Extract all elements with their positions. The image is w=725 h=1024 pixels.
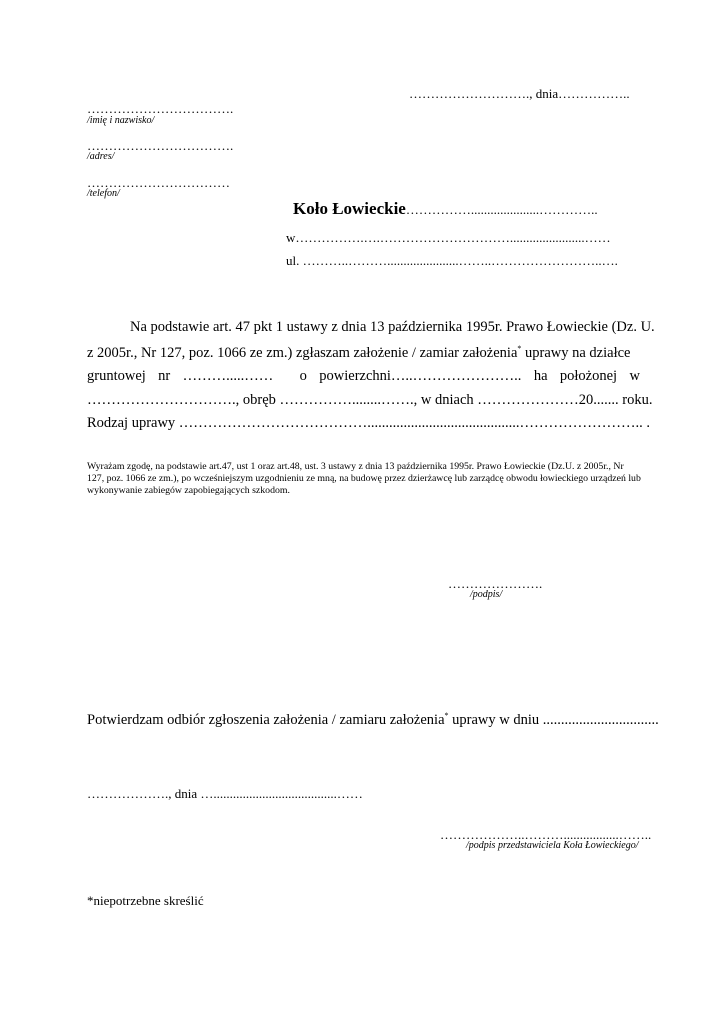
consent-line-2: 127, poz. 1066 ze zm.), po wcześniejszym uzgodnieniu ze mną, na budowę przez dzierżawcę lub zarządcę obwodu łowieckiego urządzeń lub: [87, 473, 641, 484]
addressee-title-line: [293, 199, 598, 219]
addressee-title: Koło Łowieckie: [293, 199, 406, 218]
confirmation-place-date[interactable]: ………………., dnia …......................................……: [87, 786, 363, 801]
addressee-city-field[interactable]: w…………….….………………………….......................……: [286, 230, 611, 245]
signature-label: /podpis/: [470, 589, 503, 600]
footnote: *niepotrzebne skreślić: [87, 893, 204, 908]
address-label: /adres/: [87, 151, 115, 162]
body-line-3-h: w: [629, 368, 640, 384]
body-line-1: Na podstawie art. 47 pkt 1 ustawy z dnia 13 października 1995r. Prawo Łowieckie (Dz. U.: [130, 319, 655, 335]
addressee-title-dots[interactable]: …………….....................…………..: [405, 202, 598, 217]
name-field[interactable]: …………………………….: [87, 101, 234, 116]
crop-type-line[interactable]: Rodzaj uprawy …………………………………..........................................…………………….. .: [87, 415, 651, 431]
addressee-street-field[interactable]: ul. ………..………......................……..……………………..….: [286, 253, 618, 268]
body-line-3-d: o: [299, 368, 307, 384]
phone-field[interactable]: ……………………………: [87, 175, 230, 190]
area-field[interactable]: powierzchni…..…………………..: [319, 368, 522, 384]
body-line-2-post: uprawy na działce: [521, 344, 631, 361]
confirmation-text-pre: Potwierdzam odbiór zgłoszenia założenia / zamiaru założenia: [87, 711, 445, 728]
address-field[interactable]: …………………………….: [87, 138, 234, 153]
name-label: /imię i nazwisko/: [87, 115, 155, 126]
representative-signature-field[interactable]: ………………..……….................……..: [440, 827, 652, 842]
consent-line-3: wykonywanie zabiegów zapobiegających szkodom.: [87, 485, 290, 496]
phone-label: /telefon/: [87, 188, 120, 199]
confirmation-footnote-marker: *: [444, 711, 449, 720]
body-line-3-a: gruntowej: [87, 368, 146, 384]
body-line-2: [87, 344, 631, 362]
confirmation-date-field[interactable]: uprawy w dniu ................................: [448, 711, 659, 728]
consent-line-1: Wyrażam zgodę, na podstawie art.47, ust 1 oraz art.48, ust. 3 ustawy z dnia 13 października 1995r. Prawo Łowieckie (Dz.U. z 2005r., Nr: [87, 461, 624, 472]
body-line-3-g: położonej: [559, 368, 618, 384]
body-line-3-f: ha: [533, 368, 548, 384]
signature-field[interactable]: ………………….: [448, 576, 543, 591]
body-line-4[interactable]: …………………………., obręb ……………........……., w dniach …………………20....... roku.: [87, 392, 653, 408]
representative-signature-label: /podpis przedstawiciela Koła Łowieckiego/: [466, 840, 639, 851]
footnote-marker: *: [517, 344, 522, 353]
body-line-3-b: nr: [158, 368, 171, 384]
confirmation-line: [87, 711, 659, 729]
body-line-2-pre: z 2005r., Nr 127, poz. 1066 ze zm.) zgłaszam założenie / zamiar założenia: [87, 344, 518, 361]
place-date-line[interactable]: ………………………., dnia……………..: [409, 86, 630, 101]
plot-number-field[interactable]: ……….....……: [182, 368, 274, 384]
body-line-3: [87, 368, 640, 385]
